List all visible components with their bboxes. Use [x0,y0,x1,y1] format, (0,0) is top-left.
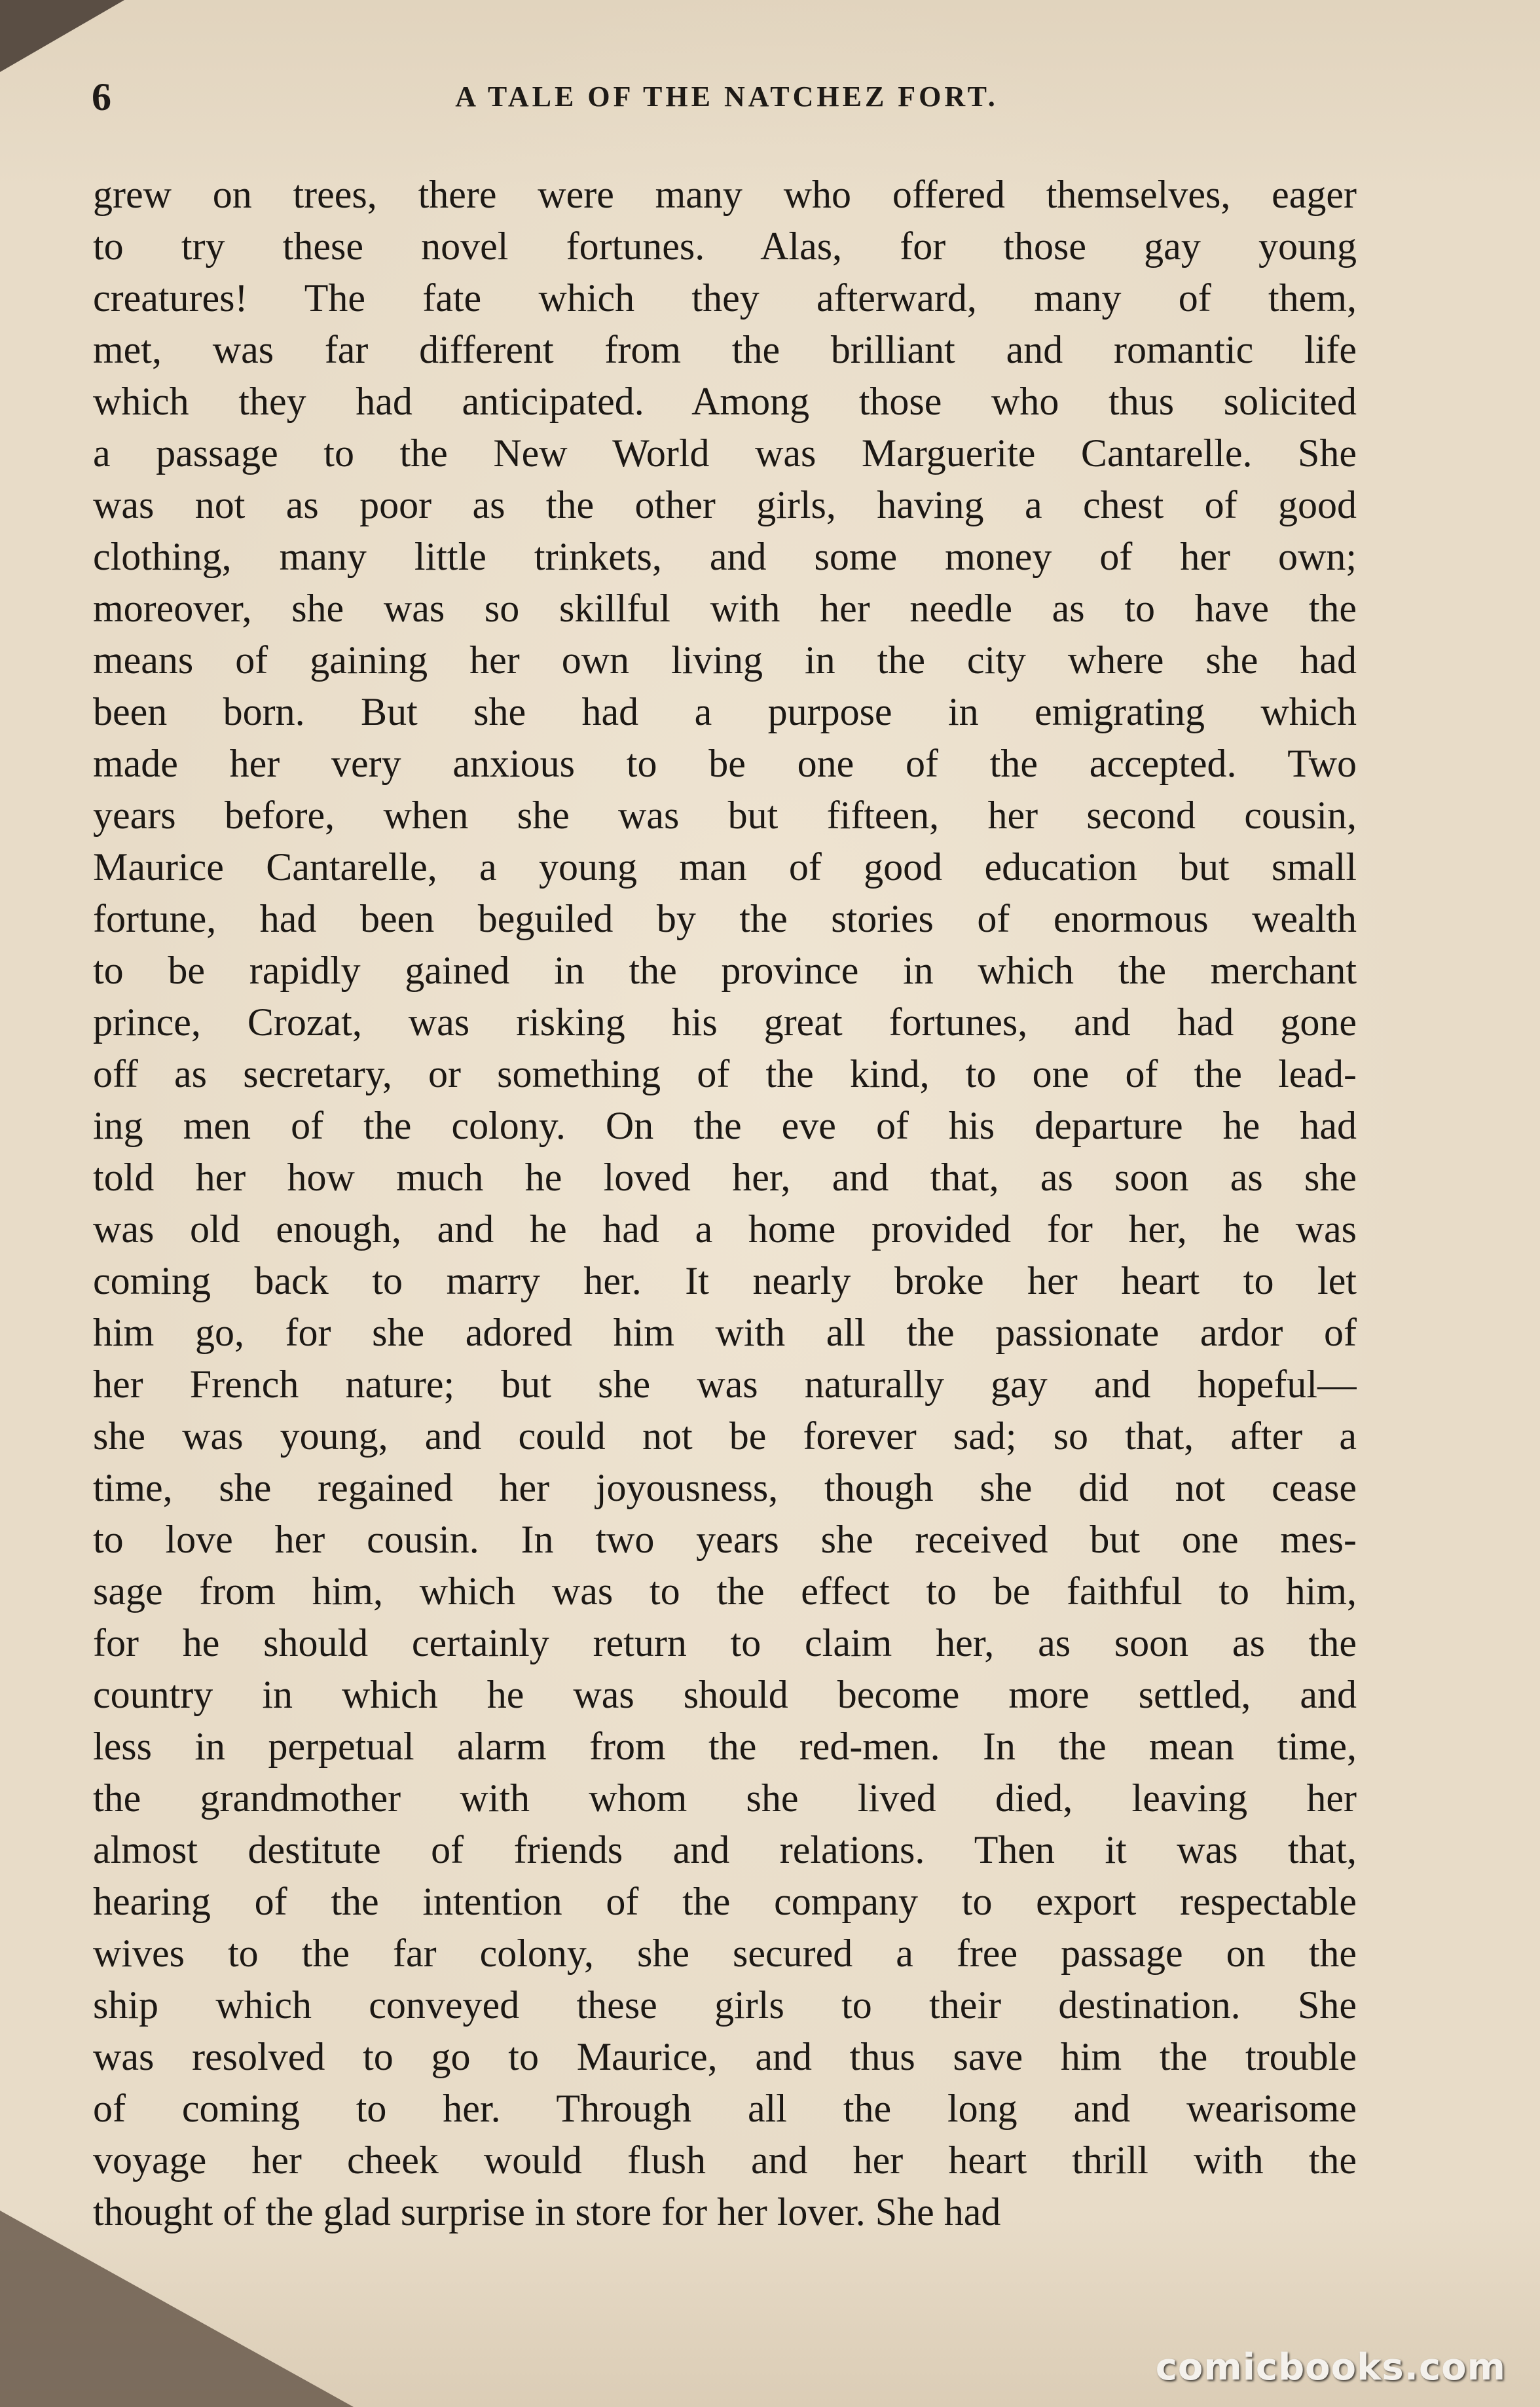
text-line: years before, when she was but fifteen, her second cousin, [93,794,1357,837]
text-line: wives to the far colony, she secured a free passage on the [93,1932,1357,1975]
text-line: which they had anticipated. Among those who thus solicited [93,380,1357,423]
text-line: time, she regained her joyousness, though she did not cease [93,1466,1357,1509]
text-line: prince, Crozat, was risking his great fortunes, and had gone [93,1001,1357,1044]
text-line: voyage her cheek would flush and her heart thrill with the [93,2139,1357,2182]
text-line: means of gaining her own living in the city where she had [93,638,1357,682]
text-line: a passage to the New World was Marguerite Cantarelle. She [93,432,1357,475]
text-line: country in which he was should become more settled, and [93,1673,1357,1716]
text-line: less in perpetual alarm from the red-men. In the mean time, [93,1725,1357,1768]
text-line: ship which conveyed these girls to their destination. She [93,1983,1357,2027]
text-line: she was young, and could not be forever sad; so that, after a [93,1414,1357,1458]
text-line: was resolved to go to Maurice, and thus save him the trouble [93,2035,1357,2078]
text-line: was old enough, and he had a home provided for her, he was [93,1207,1357,1251]
running-head: A TALE OF THE NATCHEZ FORT. [455,81,999,113]
text-line: been born. But she had a purpose in emigrating which [93,690,1357,733]
text-line: to be rapidly gained in the province in which the merchant [93,949,1357,992]
text-line: moreover, she was so skillful with her needle as to have the [93,587,1357,630]
text-line: made her very anxious to be one of the accepted. Two [93,742,1357,785]
text-line: thought of the glad surprise in store for her lover. She had [93,2190,1001,2233]
text-line: fortune, had been beguiled by the stories of enormous wealth [93,897,1357,940]
text-line: ing men of the colony. On the eve of his departure he had [93,1104,1357,1147]
text-line: him go, for she adored him with all the passionate ardor of [93,1311,1357,1354]
text-line: off as secretary, or something of the kind, to one of the lead- [93,1052,1357,1095]
text-line: clothing, many little trinkets, and some money of her own; [93,535,1357,578]
text-line: the grandmother with whom she lived died, leaving her [93,1776,1357,1820]
body-text [93,169,1357,2238]
text-line: creatures! The fate which they afterward, many of them, [93,276,1357,320]
text-line: of coming to her. Through all the long and wearisome [93,2087,1357,2130]
text-line: Maurice Cantarelle, a young man of good education but small [93,845,1357,889]
text-line: for he should certainly return to claim her, as soon as the [93,1621,1357,1664]
page-number: 6 [92,75,111,119]
text-line: hearing of the intention of the company to export respectable [93,1880,1357,1923]
page-header [92,71,1362,123]
text-line: almost destitute of friends and relations. Then it was that, [93,1828,1357,1871]
watermark: comicbooks.com [1155,2346,1506,2389]
page-corner-fold [0,2211,354,2407]
text-line: to love her cousin. In two years she received but one mes- [93,1518,1357,1561]
text-line: grew on trees, there were many who offered themselves, eager [93,173,1357,216]
text-line: sage from him, which was to the effect to be faithful to him, [93,1570,1357,1613]
text-line: met, was far different from the brilliant and romantic life [93,328,1357,371]
text-line: her French nature; but she was naturally gay and hopeful— [93,1363,1357,1406]
text-line: coming back to marry her. It nearly broke her heart to let [93,1259,1357,1302]
text-line: told her how much he loved her, and that, as soon as she [93,1156,1357,1199]
text-line: to try these novel fortunes. Alas, for those gay young [93,225,1357,268]
page-corner-shadow [0,0,124,72]
text-line: was not as poor as the other girls, having a chest of good [93,483,1357,526]
